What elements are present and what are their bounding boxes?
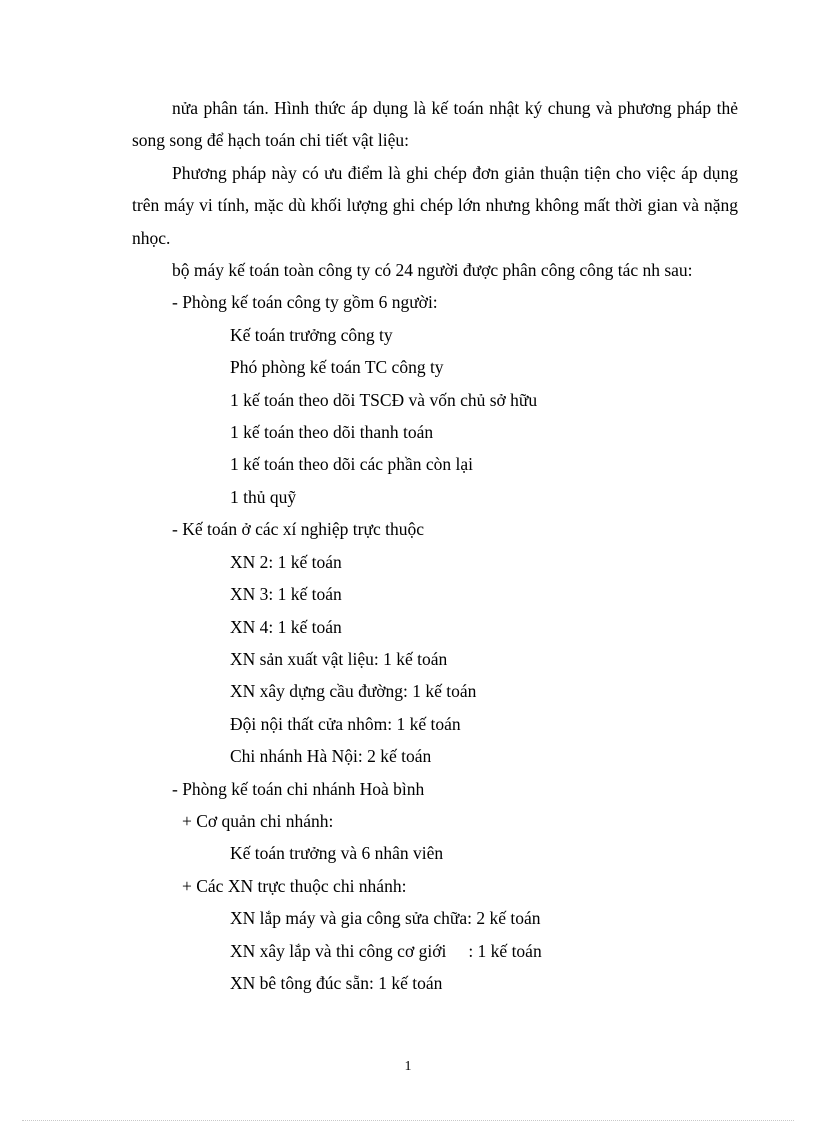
page-bottom-border [22, 1120, 794, 1121]
page-number: 1 [404, 1059, 412, 1074]
enterprise-item: XN xây dựng cầu đường: 1 kế toán [230, 681, 477, 702]
paragraph-staff-overview: bộ máy kế toán toàn công ty có 24 người được phân công công tác nh sau: [172, 260, 693, 281]
section-company-heading: - Phòng kế toán công ty gồm 6 người: [172, 292, 438, 313]
branch-office-heading: + Cơ quản chi nhánh: [182, 810, 334, 831]
company-staff-item: 1 kế toán theo dõi các phần còn lại [230, 454, 473, 475]
branch-unit-item: XN bê tông đúc sẵn: 1 kế toán [230, 972, 443, 993]
branch-unit-name: XN xây lắp và thi công cơ giới [230, 940, 447, 961]
enterprise-item: Chi nhánh Hà Nội: 2 kế toán [230, 746, 432, 767]
company-staff-item: 1 thủ quỹ [230, 486, 297, 507]
branch-unit-count: : 1 kế toán [468, 940, 542, 961]
enterprise-item: Đội nội thất cửa nhôm: 1 kế toán [230, 713, 461, 734]
enterprise-item: XN 2: 1 kế toán [230, 551, 342, 572]
branch-unit-item: XN lắp máy và gia công sửa chữa: 2 kế toán [230, 908, 541, 929]
company-staff-item: Phó phòng kế toán TC công ty [230, 357, 444, 378]
paragraph-method-advantages: Phương pháp này có ưu điểm là ghi chép đơn giản thuận tiện cho việc áp dụng trên máy vi tính, mặc dù khối lượng ghi chép lớn nhưng không mất thời gian và nặng nhọc. [132, 162, 738, 248]
company-staff-item: 1 kế toán theo dõi thanh toán [230, 422, 434, 443]
company-staff-item: 1 kế toán theo dõi TSCĐ và vốn chủ sở hữu [230, 389, 538, 410]
enterprise-item: XN 3: 1 kế toán [230, 584, 342, 605]
company-staff-item: Kế toán trưởng công ty [230, 324, 393, 345]
branch-units-heading: + Các XN trực thuộc chi nhánh: [182, 875, 407, 896]
enterprise-item: XN 4: 1 kế toán [230, 616, 342, 637]
document-body [132, 92, 738, 999]
branch-office-item: Kế toán trưởng và 6 nhân viên [230, 843, 444, 864]
paragraph-accounting-form: nửa phân tán. Hình thức áp dụng là kế toán nhật ký chung và phương pháp thẻ song song để hạch toán chi tiết vật liệu: [132, 98, 738, 151]
branch-unit-item [132, 935, 738, 967]
section-enterprises-heading: - Kế toán ở các xí nghiệp trực thuộc [172, 519, 424, 540]
section-branch-heading: - Phòng kế toán chi nhánh Hoà bình [172, 778, 425, 799]
enterprise-item: XN sản xuất vật liệu: 1 kế toán [230, 648, 448, 669]
